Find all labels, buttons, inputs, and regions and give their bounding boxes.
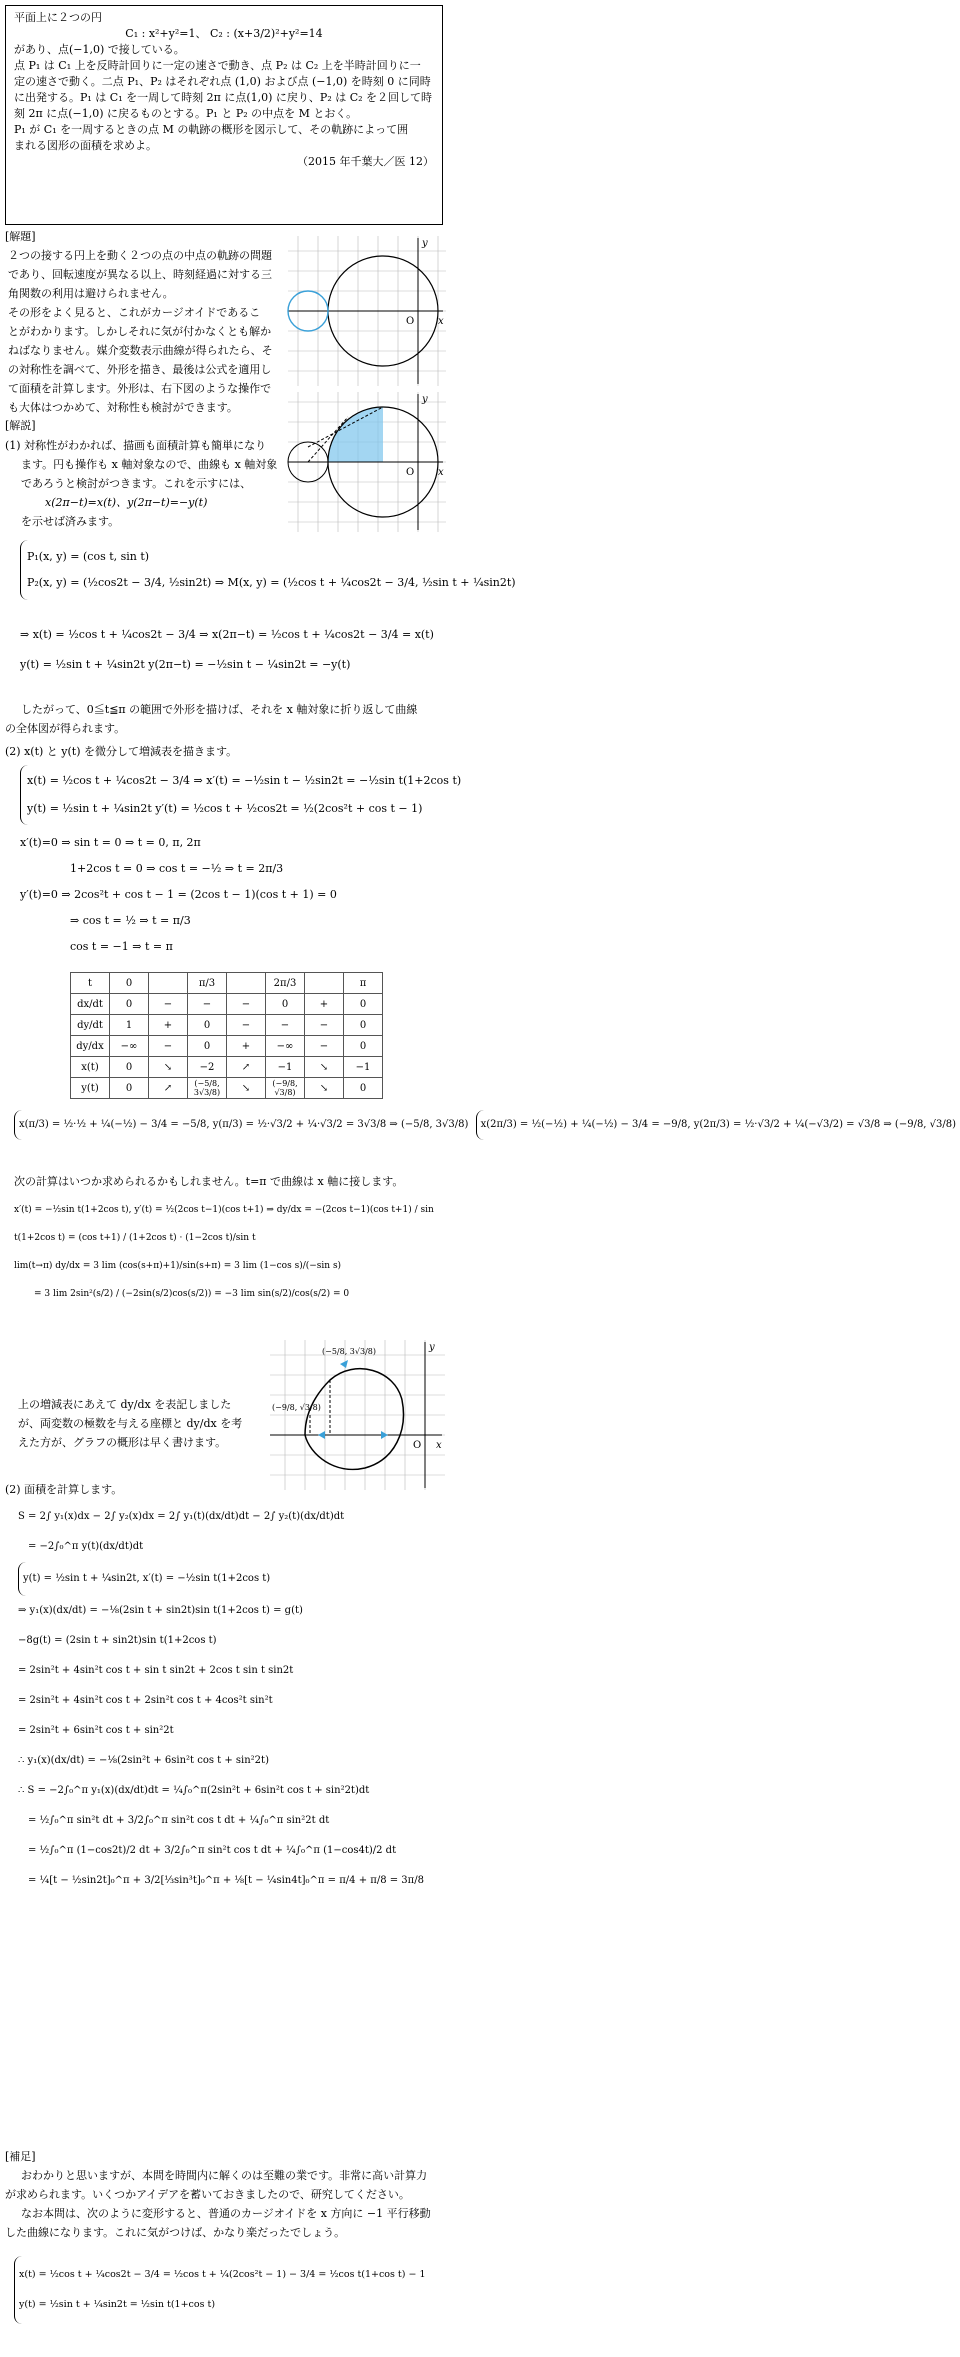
x-label: x bbox=[436, 1440, 442, 1451]
table-cell: − bbox=[149, 1036, 188, 1057]
y-label: y bbox=[422, 238, 428, 249]
table-cell: 0 bbox=[344, 994, 383, 1015]
table-cell: −∞ bbox=[110, 1036, 149, 1057]
table-cell: t bbox=[71, 973, 110, 994]
eq-hosoku bbox=[14, 2256, 430, 2324]
eq-p1: P₁(x, y) = (cos t, sin t) bbox=[27, 550, 150, 563]
section-hosoku: [補足] bbox=[5, 2150, 36, 2163]
problem-circles: C₁ : x²+y²=1、 C₂ : (x+3/2)²+y²=14 bbox=[125, 27, 323, 40]
eq-v1: x(π/3) = ½·½ + ¼(−½) − 3/4 = −5/8, y(π/3) = ½·√3/2 + ¼·√3/2 = 3√3/8 ⇒ (−5/8, 3√3/8) bbox=[14, 1110, 472, 1140]
table-cell: − bbox=[149, 994, 188, 1015]
eq-z5: cos t = −1 ⇒ t = π bbox=[70, 940, 173, 953]
eq-s5: −8g(t) = (2sin t + sin2t)sin t(1+2cos t) bbox=[18, 1635, 217, 1646]
table-cell bbox=[149, 973, 188, 994]
part3-label: (2) bbox=[5, 1483, 21, 1496]
hosoku-line: が求められます。いくつかアイデアを蓄いておきましたので、研究してください。 bbox=[5, 2188, 410, 2201]
kaidai-line: の対称性を調べて、外形を描き、最後は公式を適用し bbox=[8, 363, 272, 376]
part1-line: ます。円も操作も x 軸対象なので、曲線も x 軸対象 bbox=[21, 458, 278, 471]
eq-lim3: = 3 lim 2sin²(s/2) / (−2sin(s/2)cos(s/2)) = −3 lim sin(s/2)/cos(s/2) = 0 bbox=[34, 1289, 350, 1299]
eq-block-1 bbox=[20, 540, 522, 600]
eq-derivative bbox=[20, 765, 467, 825]
table-row bbox=[71, 1057, 383, 1078]
problem-line-6: 刻 2π に点(−1,0) に戻るものとする。P₁ と P₂ の中点を M とおく。 bbox=[14, 107, 358, 120]
table-row bbox=[71, 1078, 383, 1099]
part1-line: x(2π−t)=x(t)、y(2π−t)=−y(t) bbox=[45, 496, 208, 509]
kaidai-line: て面積を計算します。外形は、右下図のような操作で bbox=[8, 382, 272, 395]
table-cell: 1 bbox=[110, 1015, 149, 1036]
arrow-icon bbox=[318, 1431, 325, 1439]
problem-line-8: まれる図形の面積を求めよ。 bbox=[14, 139, 157, 152]
table-cell: 0 bbox=[188, 1015, 227, 1036]
table-cell: 0 bbox=[188, 1036, 227, 1057]
table-header-row bbox=[71, 973, 383, 994]
after-line: が、両変数の極数を与える座標と dy/dx を考 bbox=[18, 1417, 243, 1430]
values-after bbox=[18, 1395, 268, 1452]
kaidai-line: ねばなりません。媒介変数表示曲線が得られたら、そ bbox=[8, 344, 273, 357]
eq-f2: y(t) = ½sin t + ¼sin2t = ½sin t(1+cos t) bbox=[19, 2299, 216, 2310]
eq-zeros bbox=[20, 830, 337, 960]
figure-operation bbox=[288, 392, 446, 532]
eq-s12: = ½∫₀^π (1−cos2t)/2 dt + 3/2∫₀^π sin²t cos t dt + ¼∫₀^π (1−cos4t)/2 dt bbox=[28, 1845, 397, 1856]
table-cell: + bbox=[149, 1015, 188, 1036]
eq-lim2: lim(t→π) dy/dx = 3 lim (cos(s+π)+1)/sin(s+π) = 3 lim (1−cos s)/(−sin s) bbox=[14, 1261, 342, 1271]
section-kaidai: [解題] bbox=[5, 230, 36, 243]
table-cell: dy/dt bbox=[71, 1015, 110, 1036]
table-cell: − bbox=[188, 994, 227, 1015]
problem-source: （2015 年千葉大／医 12） bbox=[297, 155, 434, 168]
eq-s3: y(t) = ½sin t + ¼sin2t, x′(t) = −½sin t(1+2cos t) bbox=[18, 1562, 274, 1596]
after-line: 上の増減表にあえて dy/dx を表記しました bbox=[18, 1398, 232, 1411]
table-cell: ↗ bbox=[227, 1057, 266, 1078]
eq-s13: = ¼[t − ½sin2t]₀^π + 3/2[⅓sin³t]₀^π + ⅛[t − ¼sin4t]₀^π = π/4 + π/8 = 3π/8 bbox=[28, 1875, 424, 1886]
part1-line: を示せば済みます。 bbox=[21, 515, 120, 528]
table-cell: π/3 bbox=[188, 973, 227, 994]
table-cell: ↘ bbox=[227, 1078, 266, 1099]
problem-line-2: があり、点(−1,0) で接している。 bbox=[14, 43, 185, 56]
point-label: (−9/8, √3/8) bbox=[272, 1403, 321, 1412]
values-note: 次の計算はいつか求められるかもしれません。t=π で曲線は x 軸に接します。 bbox=[14, 1175, 404, 1188]
table-cell: 0 bbox=[110, 994, 149, 1015]
part2-label: (2) bbox=[5, 745, 21, 758]
part3-head bbox=[5, 1480, 445, 1499]
eq-f1: x(t) = ½cos t + ¼cos2t − 3/4 = ½cos t + ¼(2cos²t − 1) − 3/4 = ½cos t(1+cos t) − 1 bbox=[19, 2269, 426, 2280]
table-row bbox=[71, 994, 383, 1015]
eq-s10: ∴ S = −2∫₀^π y₁(x)(dx/dt)dt = ¼∫₀^π(2sin²t + 6sin²t cos t + sin²2t)dt bbox=[18, 1785, 370, 1796]
table-cell: ↘ bbox=[305, 1057, 344, 1078]
table-cell: + bbox=[227, 1036, 266, 1057]
table-cell: −1 bbox=[344, 1057, 383, 1078]
eq-values bbox=[14, 1110, 960, 1140]
kaidai-line: であり、回転速度が異なる以上、時刻経過に対する三 bbox=[8, 268, 272, 281]
part1-line: 対称性がわかれば、描画も面積計算も簡単になり bbox=[24, 439, 267, 452]
part1-after-line: の全体図が得られます。 bbox=[5, 722, 126, 735]
part3-head-text: 面積を計算します。 bbox=[24, 1483, 123, 1496]
table-cell: ↘ bbox=[305, 1078, 344, 1099]
kaidai-line: 角関数の利用は避けられません。 bbox=[8, 287, 174, 300]
table-cell: −∞ bbox=[266, 1036, 305, 1057]
part1 bbox=[5, 436, 290, 531]
table-cell: y(t) bbox=[71, 1078, 110, 1099]
table-cell: 0 bbox=[266, 994, 305, 1015]
problem-line-3: 点 P₁ は C₁ 上を反時計回りに一定の速さで動き、点 P₂ は C₂ 上を半時計回りに一 bbox=[14, 59, 421, 72]
x-label: x bbox=[438, 467, 444, 478]
eq-s2: = −2∫₀^π y(t)(dx/dt)dt bbox=[28, 1541, 144, 1552]
eq-s8: = 2sin²t + 6sin²t cos t + sin²2t bbox=[18, 1725, 174, 1736]
table-cell: − bbox=[227, 994, 266, 1015]
origin-label: O bbox=[406, 467, 415, 478]
table-cell: x(t) bbox=[71, 1057, 110, 1078]
table-cell: 0 bbox=[110, 973, 149, 994]
arrow-icon bbox=[340, 1360, 348, 1368]
table-row bbox=[71, 1015, 383, 1036]
eq-d1: x(t) = ½cos t + ¼cos2t − 3/4 ⇒ x′(t) = −½sin t − ½sin2t = −½sin t(1+2cos t) bbox=[27, 774, 462, 787]
table-cell: 0 bbox=[344, 1036, 383, 1057]
problem-line-5: に出発する。P₁ は C₁ を一周して時刻 2π に点(1,0) に戻り、P₂ は C₂ を２回して時 bbox=[14, 91, 433, 104]
table-cell: 2π/3 bbox=[266, 973, 305, 994]
eq-s6: = 2sin²t + 4sin²t cos t + sin t sin2t + 2cos t sin t sin2t bbox=[18, 1665, 294, 1676]
x-label: x bbox=[438, 316, 444, 327]
eq-s4: ⇒ y₁(x)(dx/dt) = −⅛(2sin t + sin2t)sin t(1+2cos t) = g(t) bbox=[18, 1605, 303, 1616]
eq-y: y(t) = ½sin t + ¼sin2t y(2π−t) = −½sin t − ¼sin2t = −y(t) bbox=[20, 658, 351, 671]
kaidai-line: とがわかります。しかしそれに気が付かなくとも解か bbox=[8, 325, 272, 338]
problem-line-1: 平面上に２つの円 bbox=[14, 11, 102, 24]
eq-z4: ⇒ cos t = ½ ⇒ t = π/3 bbox=[70, 914, 191, 927]
section-kaisetsu: [解説] bbox=[5, 419, 36, 432]
table-cell: 0 bbox=[344, 1078, 383, 1099]
table-cell: − bbox=[266, 1015, 305, 1036]
eq-s9: ∴ y₁(x)(dx/dt) = −⅛(2sin²t + 6sin²t cos t + sin²2t) bbox=[18, 1755, 269, 1766]
y-label: y bbox=[429, 1342, 435, 1353]
eq-lim1: x′(t) = −½sin t(1+2cos t), y′(t) = ½(2cos t−1)(cos t+1) ⇒ dy/dx = −(2cos t−1)(cos t+1) / sin t(1+2cos t) = (cos t+1) / (1+2cos t) · (1−2cos t)/sin t bbox=[14, 1205, 434, 1243]
kaidai-line: ２つの接する円上を動く２つの点の中点の軌跡の問題 bbox=[8, 249, 272, 262]
eq-s11: = ½∫₀^π sin²t dt + 3/2∫₀^π sin²t cos t dt + ¼∫₀^π sin²2t dt bbox=[28, 1815, 330, 1826]
eq-limit bbox=[14, 1196, 444, 1308]
shaded-region bbox=[328, 407, 383, 462]
eq-x: ⇒ x(t) = ½cos t + ¼cos2t − 3/4 ⇒ x(2π−t) = ½cos t + ¼cos2t − 3/4 = x(t) bbox=[20, 628, 434, 641]
hosoku-line: なお本問は、次のように変形すると、普通のカージオイドを x 方向に −1 平行移動 bbox=[21, 2207, 431, 2220]
table-cell: −1 bbox=[266, 1057, 305, 1078]
table-cell: (−9/8, √3/8) bbox=[266, 1078, 305, 1099]
table-cell bbox=[227, 973, 266, 994]
problem-line-4: 定の速さで動く。二点 P₁、P₂ はそれぞれ点 (1,0) および点 (−1,0) を時刻 0 に同時 bbox=[14, 75, 431, 88]
kaidai-text bbox=[8, 246, 288, 417]
kaidai-line: も大体はつかめて、対称性も検討ができます。 bbox=[8, 401, 238, 414]
kaidai-line: その形をよく見ると、これがカージオイドであるこ bbox=[8, 306, 261, 319]
y-label: y bbox=[422, 394, 428, 405]
eq-v2: x(2π/3) = ½(−½) + ¼(−½) − 3/4 = −9/8, y(2π/3) = ½·√3/2 + ¼(−√3/2) = √3/8 ⇒ (−9/8, √3/8) bbox=[476, 1110, 960, 1140]
table-cell: (−5/8, 3√3/8) bbox=[188, 1078, 227, 1099]
eq-z1: x′(t)=0 ⇒ sin t = 0 ⇒ t = 0, π, 2π bbox=[20, 836, 201, 849]
hosoku-line: おわかりと思いますが、本問を時間内に解くのは至難の業です。非常に高い計算力 bbox=[21, 2169, 428, 2182]
part1-label: (1) bbox=[5, 439, 21, 452]
origin-label: O bbox=[406, 316, 415, 327]
origin-label: O bbox=[413, 1440, 422, 1451]
table-cell: ↗ bbox=[149, 1078, 188, 1099]
table-cell: 0 bbox=[344, 1015, 383, 1036]
part1-after bbox=[5, 700, 445, 738]
table-cell: π bbox=[344, 973, 383, 994]
table-cell: 0 bbox=[110, 1078, 149, 1099]
part1-after-line: したがって、0≦t≦π の範囲で外形を描けば、それを x 軸対象に折り返して曲線 bbox=[21, 703, 418, 716]
table-cell: dx/dt bbox=[71, 994, 110, 1015]
figure-circles bbox=[288, 236, 446, 386]
table-cell: dy/dx bbox=[71, 1036, 110, 1057]
table-cell: − bbox=[305, 1015, 344, 1036]
table-cell: 0 bbox=[110, 1057, 149, 1078]
problem-line-7: P₁ が C₁ を一周するときの点 M の軌跡の概形を図示して、その軌跡によって囲 bbox=[14, 123, 409, 136]
hosoku-line: した曲線になります。これに気がつけば、かなり楽だったでしょう。 bbox=[5, 2226, 346, 2239]
arrow-icon bbox=[381, 1431, 388, 1439]
table-cell: + bbox=[305, 994, 344, 1015]
part2-head bbox=[5, 742, 445, 761]
table-cell: ↘ bbox=[149, 1057, 188, 1078]
cardioid-curve bbox=[305, 1369, 403, 1470]
eq-area bbox=[18, 1502, 443, 1896]
eq-p2: P₂(x, y) = (½cos2t − 3/4, ½sin2t) ⇒ M(x, y) = (½cos t + ¼cos2t − 3/4, ½sin t + ¼sin2t) bbox=[27, 576, 516, 589]
eq-s1: S = 2∫ y₁(x)dx − 2∫ y₂(x)dx = 2∫ y₁(t)(dx/dt)dt − 2∫ y₂(t)(dx/dt)dt bbox=[18, 1511, 345, 1522]
part1-line: であろうと検討がつきます。これを示すには、 bbox=[21, 477, 252, 490]
table-row bbox=[71, 1036, 383, 1057]
eq-z3: y′(t)=0 ⇒ 2cos²t + cos t − 1 = (2cos t − 1)(cos t + 1) = 0 bbox=[20, 888, 337, 901]
table-cell bbox=[305, 973, 344, 994]
part2-head-text: x(t) と y(t) を微分して増減表を描きます。 bbox=[24, 745, 238, 758]
figure-curve bbox=[270, 1340, 445, 1490]
hosoku-text bbox=[5, 2166, 445, 2242]
table-cell: − bbox=[305, 1036, 344, 1057]
table-cell: − bbox=[227, 1015, 266, 1036]
eq-block-2 bbox=[20, 620, 434, 680]
eq-z2: 1+2cos t = 0 ⇒ cos t = −½ ⇒ t = 2π/3 bbox=[70, 862, 284, 875]
eq-s7: = 2sin²t + 4sin²t cos t + 2sin²t cos t + 4cos²t sin²t bbox=[18, 1695, 273, 1706]
problem-box bbox=[5, 5, 443, 225]
eq-d2: y(t) = ½sin t + ¼sin2t y′(t) = ½cos t + ½cos2t = ½(2cos²t + cos t − 1) bbox=[27, 802, 423, 815]
point-label: (−5/8, 3√3/8) bbox=[322, 1347, 376, 1356]
table-cell: −2 bbox=[188, 1057, 227, 1078]
after-line: えた方が、グラフの概形は早く書けます。 bbox=[18, 1436, 227, 1449]
variation-table bbox=[70, 972, 383, 1099]
